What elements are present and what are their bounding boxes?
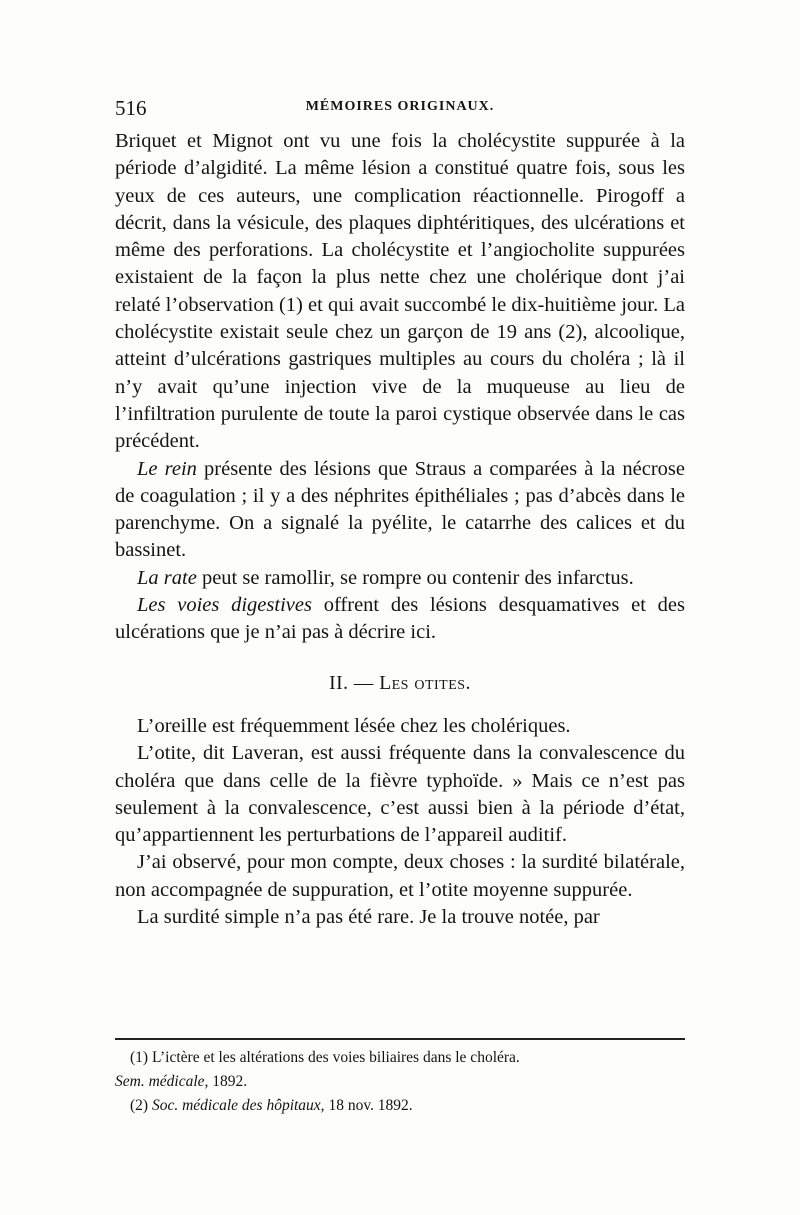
body-text: [115, 128, 685, 931]
italic-term-rate: La rate: [137, 566, 197, 589]
italic-term-voies-digestives: Les voies digestives: [137, 594, 312, 617]
paragraph-voies-digestives-text: offrent des lésions desquamatives et des ulcérations que je n’ai pas à décrire ici.: [115, 594, 685, 644]
paragraph-observations: J’ai observé, pour mon compte, deux choses : la surdité bilatérale, non accompagnée de suppuration, et l’otite moyenne suppurée.: [115, 851, 685, 901]
paragraph-surdite: La surdité simple n’a pas été rare. Je la trouve notée, par: [137, 906, 600, 929]
footnote-separator: [115, 1038, 685, 1040]
footnote-2-date: 18 nov. 1892.: [324, 1097, 413, 1114]
paragraph-oreille: L’oreille est fréquemment lésée chez les cholériques.: [137, 714, 571, 737]
section-title: Les otites.: [379, 672, 471, 694]
paragraph-rate-text: peut se ramollir, se rompre ou contenir des infarctus.: [196, 566, 634, 589]
paragraph-rate: [115, 565, 685, 592]
page-number: 516: [115, 96, 147, 120]
footnote-1-year: 1892.: [208, 1073, 248, 1090]
footnote-1: (1) L’ictère et les altérations des voies biliaires dans le choléra.: [130, 1049, 520, 1066]
footnote-1-continuation: [115, 1070, 685, 1094]
paragraph-rein: [115, 456, 685, 565]
footnote-2-marker: (2): [130, 1097, 152, 1114]
paragraph-laveran: L’otite, dit Laveran, est aussi fréquente dans la convalescence du choléra que dans celle de la fièvre typhoïde. » Mais ce n’est pas seulement à la convalescence, c’est aussi bien à la période d’état, qu’appartiennent les perturbations de l’appareil auditif.: [115, 742, 685, 847]
paragraph-cholecystite: Briquet et Mignot ont vu une fois la cholécystite suppurée à la période d’algidité. La même lésion a constitué quatre fois, sous les yeux de ces auteurs, une complication réactionnelle. Pirogoff a décrit, dans la vésicule, des plaques diphtéritiques, des ulcérations et même des perforations. La cholécystite et l’angiocholite suppurées existaient de la façon la plus nette chez une cholérique dont j’ai relaté l’observation (1) et qui avait succombé le dix-huitième jour. La cholécystite existait seule chez un garçon de 19 ans (2), alcoolique, atteint d’ulcérations gastriques multiples au cours du choléra ; là il n’y avait qu’une injection vive de la muqueuse au lieu de l’infiltration purulente de toute la paroi cystique observée dans le cas précédent.: [115, 130, 685, 453]
footnote-2-journal: Soc. médicale des hôpitaux,: [151, 1097, 325, 1114]
section-heading: [115, 670, 685, 697]
footnote-2: [115, 1094, 685, 1118]
paragraph-voies-digestives: [115, 592, 685, 647]
section-number: II. —: [329, 672, 380, 694]
page-header: [115, 96, 685, 126]
footnote-1-journal: Sem. médicale,: [115, 1073, 209, 1090]
italic-term-rein: Le rein: [137, 457, 197, 480]
footnotes: [115, 1046, 685, 1118]
paragraph-rein-text: présente des lésions que Straus a comparées à la nécrose de coagulation ; il y a des néphrites épithéliales ; pas d’abcès dans le parenchyme. On a signalé la pyélite, le catarrhe des calices et du bassinet.: [115, 457, 685, 562]
running-head: MÉMOIRES ORIGINAUX.: [305, 99, 495, 114]
